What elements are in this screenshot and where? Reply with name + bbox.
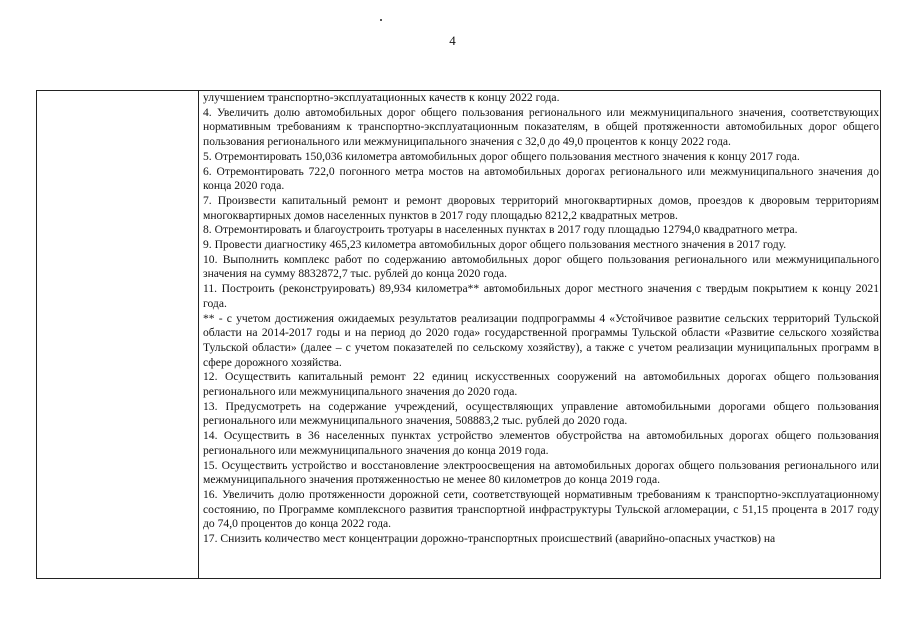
column-divider	[198, 91, 199, 578]
paragraph-item-14: 14. Осуществить в 36 населенных пунктах устройство элементов обустройства на автомобильных дорогах общего пользования регионального или межмуниципального значения до конца 2019 года.	[203, 429, 879, 457]
paragraph-item-7: 7. Произвести капитальный ремонт и ремонт дворовых территорий многоквартирных домов, проездов к дворовым территориям многоквартирных домов населенных пунктов в 2017 году площадью 8212,2 квадратных метров.	[203, 193, 879, 222]
paragraph-item-4: 4. Увеличить долю автомобильных дорог общего пользования регионального или межмуниципального значения, соответствующих нормативным требованиям к транспортно-эксплуатационным показателям, в общей протяженности автомобильных дорог общего пользования регионального или межмуниципального значения с 32,0 до 49,0 процентов к концу 2022 года.	[203, 105, 879, 149]
paragraph-item-6: 6. Отремонтировать 722,0 погонного метра мостов на автомобильных дорогах регионального или межмуниципального значения до конца 2020 года.	[203, 164, 879, 193]
page-number: 4	[449, 33, 456, 48]
table-content-cell	[203, 91, 879, 547]
paragraph-item-12: 12. Осуществить капитальный ремонт 22 единиц искусственных сооружений на автомобильных дорогах общего пользования регионального или межмуниципального значения до 2020 года.	[203, 370, 879, 399]
paragraph-item-13: 13. Предусмотреть на содержание учреждений, осуществляющих управление автомобильными дорогами общего пользования регионального или межмуниципального значения, 508883,2 тыс. рублей до 2020 года.	[203, 399, 879, 428]
paragraph-footnote: ** - с учетом достижения ожидаемых результатов реализации подпрограммы 4 «Устойчивое развитие сельских территорий Тульской области на 2014-2017 годы и на период до 2020 года» государственной программы Тульской области «Развитие сельского хозяйства Тульской области» (далее – с учетом показателей по сельскому хозяйству), а также с учетом реализации муниципальных программ в сфере дорожного хозяйства.	[203, 311, 879, 369]
paragraph-item-11: 11. Построить (реконструировать) 89,934 километра** автомобильных дорог местного значения с твердым покрытием к концу 2021 года.	[203, 282, 879, 310]
paragraph-item-15: 15. Осуществить устройство и восстановление электроосвещения на автомобильных дорогах общего пользования регионального или межмуниципального значения протяженностью не менее 80 километров до конца 2019 года.	[203, 458, 879, 487]
paragraph-item-10: 10. Выполнить комплекс работ по содержанию автомобильных дорог общего пользования регионального или межмуниципального значения на сумму 8832872,7 тыс. рублей до конца 2020 года.	[203, 252, 879, 281]
paragraph-item-8: 8. Отремонтировать и благоустроить тротуары в населенных пунктах в 2017 году площадью 12794,0 квадратного метра.	[203, 223, 798, 237]
paragraph-continuation: улучшением транспортно-эксплуатационных качеств к концу 2022 года.	[203, 91, 560, 104]
paragraph-item-9: 9. Провести диагностику 465,23 километра автомобильных дорог общего пользования местного значения в 2017 году.	[203, 238, 787, 252]
scan-dot	[380, 19, 382, 21]
paragraph-item-5: 5. Отремонтировать 150,036 километра автомобильных дорог общего пользования местного значения к концу 2017 года.	[203, 149, 800, 163]
paragraph-item-16: 16. Увеличить долю протяженности дорожной сети, соответствующей нормативным требованиям к транспортно-эксплуатационному состоянию, по Программе комплексного развития транспортной инфраструктуры Тульской агломерации, с 51,15 процента в 2017 году до 74,0 процентов до конца 2022 года.	[203, 487, 879, 531]
paragraph-item-17: 17. Снизить количество мест концентрации дорожно-транспортных происшествий (аварийно-опасных участков) на	[203, 532, 776, 546]
document-table	[36, 90, 881, 579]
